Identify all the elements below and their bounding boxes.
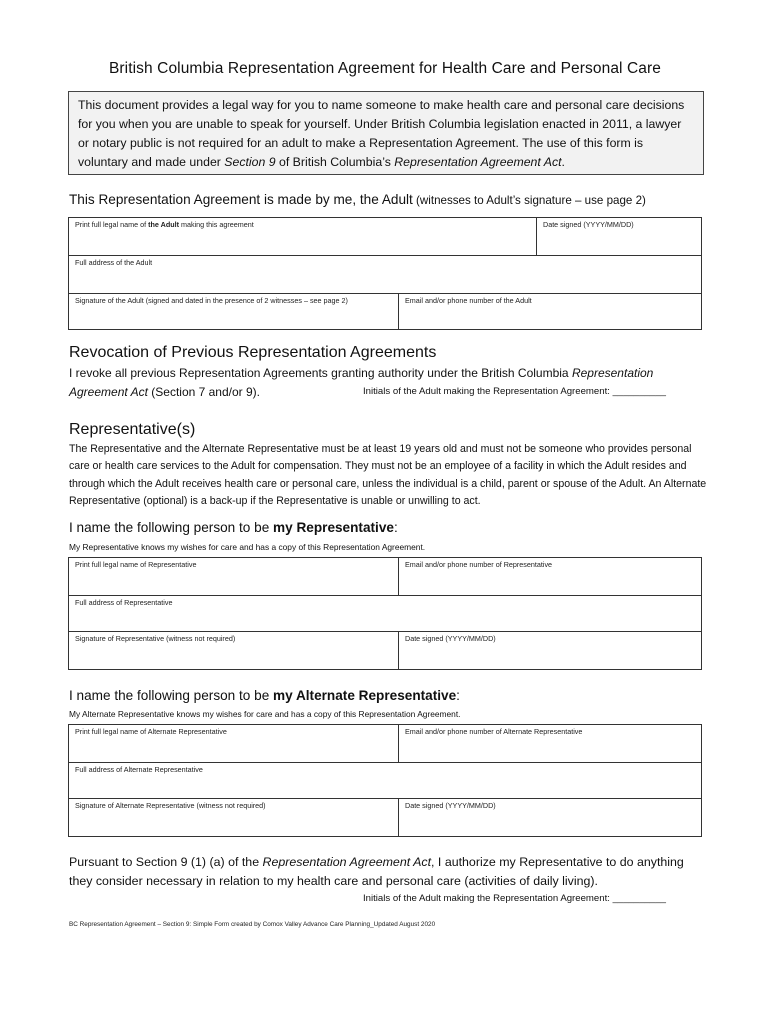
rep-date-field[interactable] [398, 632, 701, 669]
alt-date-field[interactable] [398, 799, 701, 836]
adult-contact-field[interactable] [398, 294, 701, 329]
alt-signature-label: Signature of Alternate Representative (witness not required) [75, 801, 266, 810]
adult-address-field[interactable] [69, 256, 701, 293]
adult-form [68, 217, 702, 330]
alt-contact-label: Email and/or phone number of Alternate Representative [405, 727, 583, 736]
intro-text: This document provides a legal way for you to name someone to make health care and personal care decisions for you when you are unable to speak for yourself. Under British Columbia legislation enacted in 2011, a lawyer or notary public is not required for an adult to make a Representation Agreement. The use of this form is voluntary and made under [78, 98, 685, 169]
authorization-text: Pursuant to Section 9 (1) (a) of the Representation Agreement Act, I authorize my Representative to do anything they consider necessary in relation to my health care and personal care (activities of daily living). [69, 855, 684, 888]
adult-date-field[interactable] [536, 218, 701, 255]
rep-name-field[interactable] [69, 558, 398, 595]
alternate-form [68, 724, 702, 837]
adult-signature-field[interactable] [69, 294, 398, 329]
alt-address-field[interactable] [69, 763, 701, 798]
representatives-title: Representative(s) [69, 421, 196, 438]
representative-form [68, 557, 702, 670]
rep-name-label: Print full legal name of Representative [75, 560, 197, 569]
adult-address-label: Full address of the Adult [75, 258, 153, 267]
rep-contact-label: Email and/or phone number of Representative [405, 560, 553, 569]
alt-date-label: Date signed (YYYY/MM/DD) [405, 801, 496, 810]
intro-section: Section 9 [224, 155, 276, 169]
intro-box [68, 91, 704, 175]
alt-name-label: Print full legal name of Alternate Representative [75, 727, 227, 736]
representative-note: My Representative knows my wishes for care and has a copy of this Representation Agreement. [69, 542, 426, 552]
adult-date-label: Date signed (YYYY/MM/DD) [543, 220, 634, 229]
adult-name-label: Print full legal name of the Adult making this agreement [75, 220, 254, 229]
alt-name-field[interactable] [69, 725, 398, 762]
page-title: British Columbia Representation Agreement for Health Care and Personal Care [108, 60, 661, 77]
revocation-initials[interactable]: Initials of the Adult making the Representation Agreement: __________ [363, 386, 666, 397]
adult-signature-label: Signature of the Adult (signed and dated in the presence of 2 witnesses – see page 2) [75, 296, 348, 305]
alternate-heading: I name the following person to be my Alternate Representative: [69, 688, 460, 703]
intro-text-2: of British Columbia’s [275, 155, 395, 169]
intro-act: Representation Agreement Act [394, 155, 562, 169]
authorization-initials[interactable]: Initials of the Adult making the Representation Agreement: __________ [363, 893, 666, 904]
rep-date-label: Date signed (YYYY/MM/DD) [405, 634, 496, 643]
adult-heading-note: (witnesses to Adult’s signature – use page 2) [412, 194, 646, 207]
revocation-text: I revoke all previous Representation Agreements granting authority under the British Columbia Representation Agreement Act (Section 7 and/or 9). [69, 366, 654, 399]
rep-contact-field[interactable] [398, 558, 701, 595]
adult-contact-label: Email and/or phone number of the Adult [405, 296, 532, 305]
adult-heading: This Representation Agreement is made by me, the Adult (witnesses to Adult’s signature – use page 2) [69, 192, 646, 207]
rep-address-field[interactable] [69, 596, 701, 631]
rep-signature-label: Signature of Representative (witness not required) [75, 634, 236, 643]
rep-signature-field[interactable] [69, 632, 398, 669]
revocation-title: Revocation of Previous Representation Agreements [69, 344, 437, 361]
alt-address-label: Full address of Alternate Representative [75, 765, 203, 774]
adult-name-field[interactable] [69, 218, 536, 255]
intro-text-3: . [561, 155, 565, 169]
alt-signature-field[interactable] [69, 799, 398, 836]
footer: BC Representation Agreement – Section 9: Simple Form created by Comox Valley Advance Care Planning_Updated August 2020 [69, 921, 436, 928]
representative-heading: I name the following person to be my Representative: [69, 520, 398, 535]
alternate-note: My Alternate Representative knows my wishes for care and has a copy of this Representation Agreement. [69, 709, 461, 719]
alt-contact-field[interactable] [398, 725, 701, 762]
representatives-text: The Representative and the Alternate Representative must be at least 19 years old and must not be someone who provides personal care or health care services to the Adult for compensation. They must not be an employee of a facility in which the Adult resides and through which the Adult receives health care or personal care, unless the individual is a child, parent or spouse of the Adult. An Alternate Representative (optional) is a back-up if the Representative is unable or unwilling to act. [69, 443, 707, 507]
rep-address-label: Full address of Representative [75, 598, 173, 607]
